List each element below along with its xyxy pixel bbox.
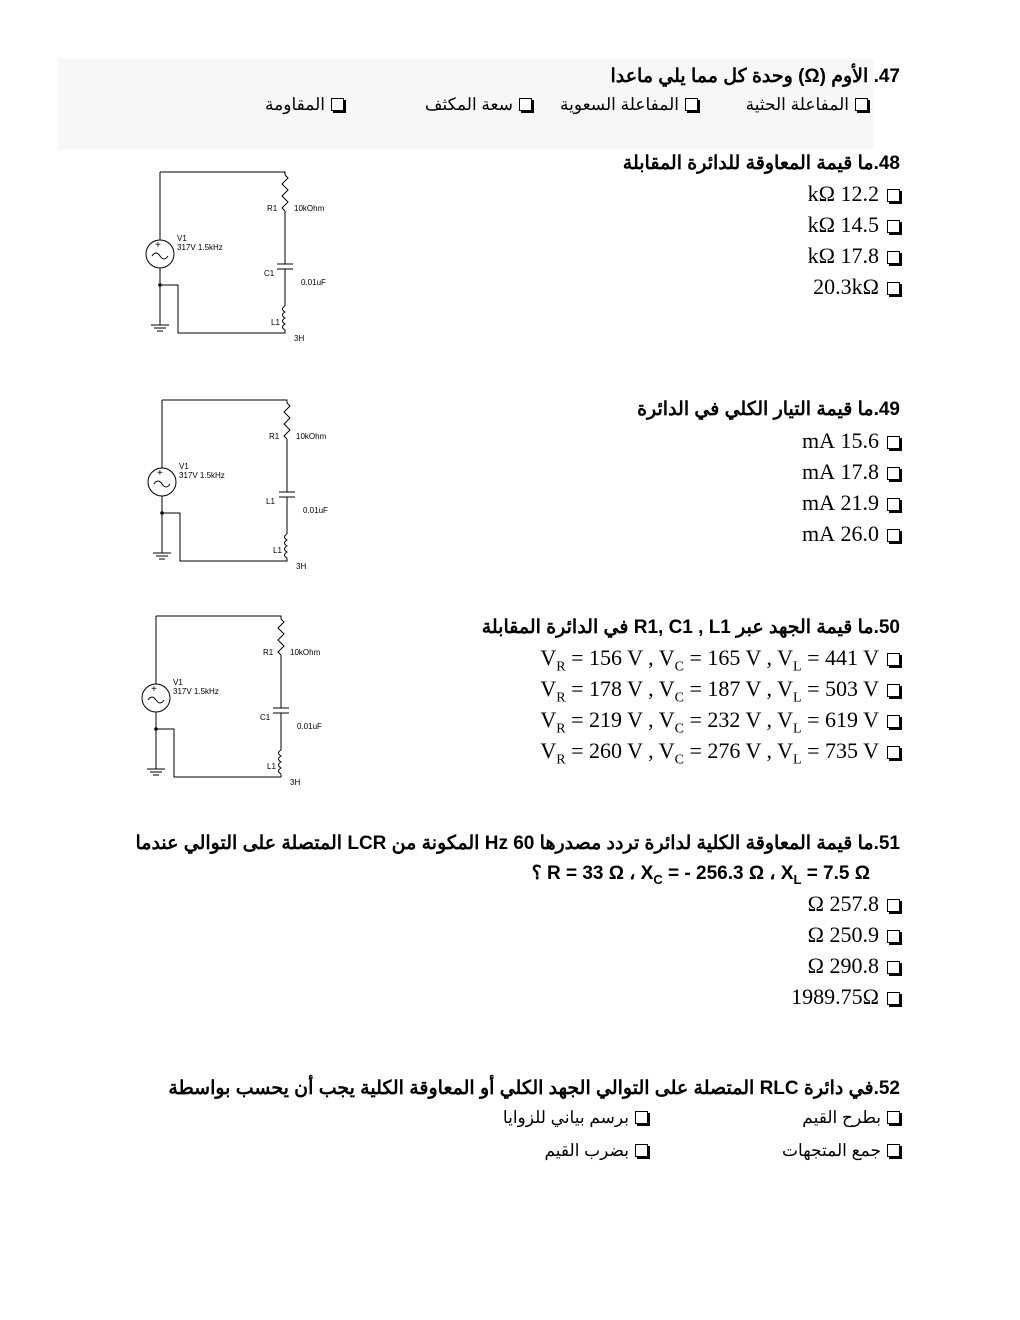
checkbox[interactable] — [635, 1144, 648, 1157]
source-name-label: V1 — [177, 234, 187, 243]
top-wire — [160, 172, 285, 175]
checkbox[interactable] — [887, 189, 900, 202]
sine-icon — [152, 253, 168, 259]
source-name-label: V1 — [179, 462, 189, 471]
q51-option-2[interactable]: 250.9 Ω — [808, 922, 900, 948]
resistor-symbol — [282, 175, 288, 211]
checkbox[interactable] — [887, 529, 900, 542]
checkbox[interactable] — [519, 98, 532, 111]
top-wire — [162, 400, 287, 403]
checkbox[interactable] — [635, 1111, 648, 1124]
inductor-value-label: 3H — [296, 562, 307, 571]
capacitor-value-label: 0.01uF — [303, 506, 328, 515]
checkbox[interactable] — [855, 98, 868, 111]
checkbox[interactable] — [887, 436, 900, 449]
inductor-value-label: 3H — [290, 778, 301, 787]
q51-option-3[interactable]: 290.8 Ω — [808, 953, 900, 979]
source-value-label: 317V 1.5kHz — [173, 687, 219, 696]
q52-title: 52.في دائرة RLC المتصلة على التوالي الجهد الكلي أو المعاوقة الكلية يجب أن يحسب بواسطة — [168, 1078, 900, 1099]
q50-option-text: $V_R = 260$ V , $V_C = 276$ V , $V_L = 735$ V — [540, 738, 879, 768]
checkbox[interactable] — [887, 930, 900, 943]
svg-text:+: + — [151, 684, 157, 695]
inductor-symbol — [279, 750, 282, 774]
checkbox[interactable] — [887, 467, 900, 480]
capacitor-name-label: C1 — [264, 269, 275, 278]
q51-given-values: ؟ R = 33 Ω ، $X_C$ = - 256.3 Ω ، $X_L = 7.5$ Ω — [531, 863, 870, 887]
source-value-label: 317V 1.5kHz — [179, 471, 225, 480]
q47-option-1[interactable]: المفاعلة الحثية — [746, 94, 868, 116]
checkbox[interactable] — [887, 653, 900, 666]
checkbox[interactable] — [887, 282, 900, 295]
circuit-diagram-2 — [142, 398, 342, 578]
q51-option-1[interactable]: 257.8 Ω — [808, 891, 900, 917]
q52-option-1[interactable]: بطرح القيم — [802, 1107, 900, 1129]
q50-option-text: $V_R = 219$ V , $V_C = 232$ V , $V_L = 619$ V — [540, 707, 879, 737]
inductor-symbol — [285, 534, 288, 558]
q47-option-3[interactable]: سعة المكثف — [425, 94, 532, 116]
checkbox[interactable] — [685, 98, 698, 111]
resistor-name-label: R1 — [263, 648, 274, 657]
source-value-label: 317V 1.5kHz — [177, 243, 223, 252]
q50-option-4[interactable] — [540, 738, 900, 773]
q48-option-2[interactable]: 14.5 kΩ — [808, 212, 900, 238]
capacitor-name-label: C1 — [260, 713, 271, 722]
capacitor-name-label: L1 — [266, 497, 275, 506]
q52-option-4[interactable]: بضرب القيم — [544, 1140, 648, 1162]
checkbox[interactable] — [887, 715, 900, 728]
q48-option-1[interactable]: 12.2 kΩ — [808, 181, 900, 207]
checkbox[interactable] — [887, 251, 900, 264]
svg-text:+: + — [155, 240, 161, 251]
circuit-diagram-3 — [136, 614, 336, 794]
q50-title: 50.ما قيمة الجهد عبر R1, C1 , L1 في الدائرة المقابلة — [481, 617, 900, 638]
inductor-symbol — [283, 306, 286, 330]
q49-option-4[interactable]: 26.0 mA — [802, 521, 900, 547]
inductor-value-label: 3H — [294, 334, 305, 343]
inductor-name-label: L1 — [273, 546, 282, 555]
q48-option-3[interactable]: 17.8 kΩ — [808, 243, 900, 269]
checkbox[interactable] — [887, 498, 900, 511]
checkbox[interactable] — [887, 1111, 900, 1124]
checkbox[interactable] — [887, 992, 900, 1005]
resistor-name-label: R1 — [269, 432, 280, 441]
q47-option-4[interactable]: المقاومة — [265, 94, 344, 116]
checkbox[interactable] — [887, 1144, 900, 1157]
checkbox[interactable] — [887, 746, 900, 759]
checkbox[interactable] — [887, 684, 900, 697]
q51-title: 51.ما قيمة المعاوقة الكلية لدائرة تردد مصدرها 60 Hz المكونة من LCR المتصلة على التوالي عندما — [135, 833, 900, 854]
resistor-value-label: 10kOhm — [294, 204, 325, 213]
q50-option-text: $V_R = 178$ V , $V_C = 187$ V , $V_L = 503$ V — [540, 676, 879, 706]
checkbox[interactable] — [331, 98, 344, 111]
source-name-label: V1 — [173, 678, 183, 687]
resistor-name-label: R1 — [267, 204, 278, 213]
sine-icon — [148, 697, 164, 703]
return-wire — [156, 729, 281, 777]
q50-option-text: $V_R = 156$ V , $V_C = 165$ V , $V_L = 441$ V — [540, 645, 879, 675]
q47-option-2[interactable]: المفاعلة السعوية — [560, 94, 698, 116]
q49-option-2[interactable]: 17.8 mA — [802, 459, 900, 485]
checkbox[interactable] — [887, 899, 900, 912]
q48-title: 48.ما قيمة المعاوقة للدائرة المقابلة — [622, 153, 900, 174]
return-wire — [160, 285, 285, 333]
q51-option-4[interactable]: 1989.75Ω — [791, 984, 900, 1010]
q49-option-3[interactable]: 21.9 mA — [802, 490, 900, 516]
q52-option-3[interactable]: جمع المتجهات — [782, 1140, 900, 1162]
resistor-symbol — [284, 403, 290, 439]
inductor-name-label: L1 — [271, 318, 280, 327]
capacitor-value-label: 0.01uF — [301, 278, 326, 287]
inductor-name-label: L1 — [267, 762, 276, 771]
q52-option-2[interactable]: برسم بياني للزوايا — [503, 1107, 648, 1129]
return-wire — [162, 513, 287, 561]
top-wire — [156, 616, 281, 619]
capacitor-value-label: 0.01uF — [297, 722, 322, 731]
q47-title: 47. الأوم (Ω) وحدة كل مما يلي ماعدا — [610, 66, 900, 87]
resistor-value-label: 10kOhm — [290, 648, 321, 657]
checkbox[interactable] — [887, 220, 900, 233]
svg-text:+: + — [157, 468, 163, 479]
resistor-symbol — [278, 619, 284, 655]
circuit-diagram-1 — [140, 170, 340, 350]
q49-option-1[interactable]: 15.6 mA — [802, 428, 900, 454]
resistor-value-label: 10kOhm — [296, 432, 327, 441]
q49-title: 49.ما قيمة التيار الكلي في الدائرة — [637, 399, 900, 420]
checkbox[interactable] — [887, 961, 900, 974]
sine-icon — [154, 481, 170, 487]
q48-option-4[interactable]: 20.3kΩ — [813, 274, 900, 300]
